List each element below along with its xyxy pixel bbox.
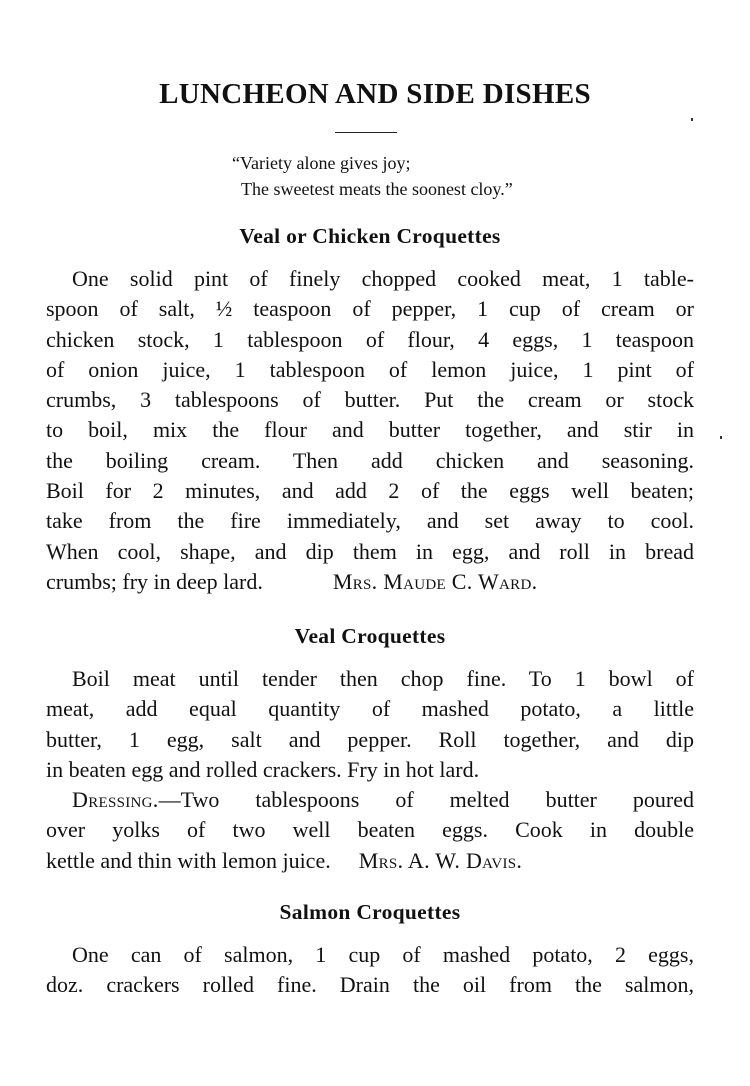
text-line: spoon of salt, ½ teaspoon of pepper, 1 cup of cream or: [46, 296, 694, 322]
dressing-text: —Two tablespoons of melted butter poured: [158, 787, 694, 813]
text-line-end: kettle and thin with lemon juice.: [46, 847, 331, 873]
recipe-title-salmon-croquettes: Salmon Croquettes: [279, 900, 461, 924]
text-line: in beaten egg and rolled crackers. Fry in hot lard.: [46, 756, 480, 782]
text-line: When cool, shape, and dip them in egg, and roll in bread: [46, 538, 694, 564]
recipe-title-veal-or-chicken-croquettes: Veal or Chicken Croquettes: [239, 224, 501, 248]
text-line: [46, 567, 694, 597]
epigraph: [232, 150, 513, 202]
text-line: Boil for 2 minutes, and add 2 of the eggs well beaten;: [46, 478, 694, 504]
recipe-signature: Mrs. A. W. Davis.: [358, 847, 523, 873]
text-line: One solid pint of finely chopped cooked meat, 1 table-: [72, 266, 694, 291]
print-speck: [720, 436, 722, 439]
print-speck: [691, 118, 693, 121]
text-line: doz. crackers rolled fine. Drain the oil from the salmon,: [46, 972, 694, 998]
recipe-text-salmon-croquettes: [46, 940, 694, 1001]
text-line-end: crumbs; fry in deep lard.: [46, 568, 263, 594]
text-line: chicken stock, 1 tablespoon of flour, 4 eggs, 1 teaspoon: [46, 326, 694, 352]
text-line: butter, 1 egg, salt and pepper. Roll together, and dip: [46, 726, 694, 752]
text-line: Boil meat until tender then chop fine. To 1 bowl of: [72, 666, 694, 691]
text-line: over yolks of two well beaten eggs. Cook in double: [46, 817, 694, 843]
text-line: One can of salmon, 1 cup of mashed potato, 2 eggs,: [72, 942, 694, 967]
recipe-title-veal-croquettes: Veal Croquettes: [294, 624, 446, 648]
text-line: to boil, mix the flour and butter together, and stir in: [46, 417, 694, 443]
text-line: [46, 846, 694, 876]
title-divider: [335, 132, 397, 133]
text-line: the boiling cream. Then add chicken and seasoning.: [46, 447, 694, 473]
recipe-text-veal-croquettes: [46, 664, 694, 876]
recipe-signature: Mrs. Maude C. Ward.: [332, 568, 538, 594]
text-line: meat, add equal quantity of mashed potato, a little: [46, 696, 694, 722]
recipe-text-veal-or-chicken-croquettes: [46, 264, 694, 597]
epigraph-line-2: The sweetest meats the soonest cloy.”: [241, 179, 513, 199]
epigraph-line-1: “Variety alone gives joy;: [232, 153, 411, 173]
page-title: LUNCHEON AND SIDE DISHES: [159, 78, 591, 110]
text-line: crumbs, 3 tablespoons of butter. Put the cream or stock: [46, 387, 694, 413]
dressing-line: [46, 785, 694, 815]
dressing-label: Dressing.: [72, 787, 159, 813]
text-line: of onion juice, 1 tablespoon of lemon juice, 1 pint of: [46, 356, 694, 382]
text-line: take from the fire immediately, and set away to cool.: [46, 508, 694, 534]
